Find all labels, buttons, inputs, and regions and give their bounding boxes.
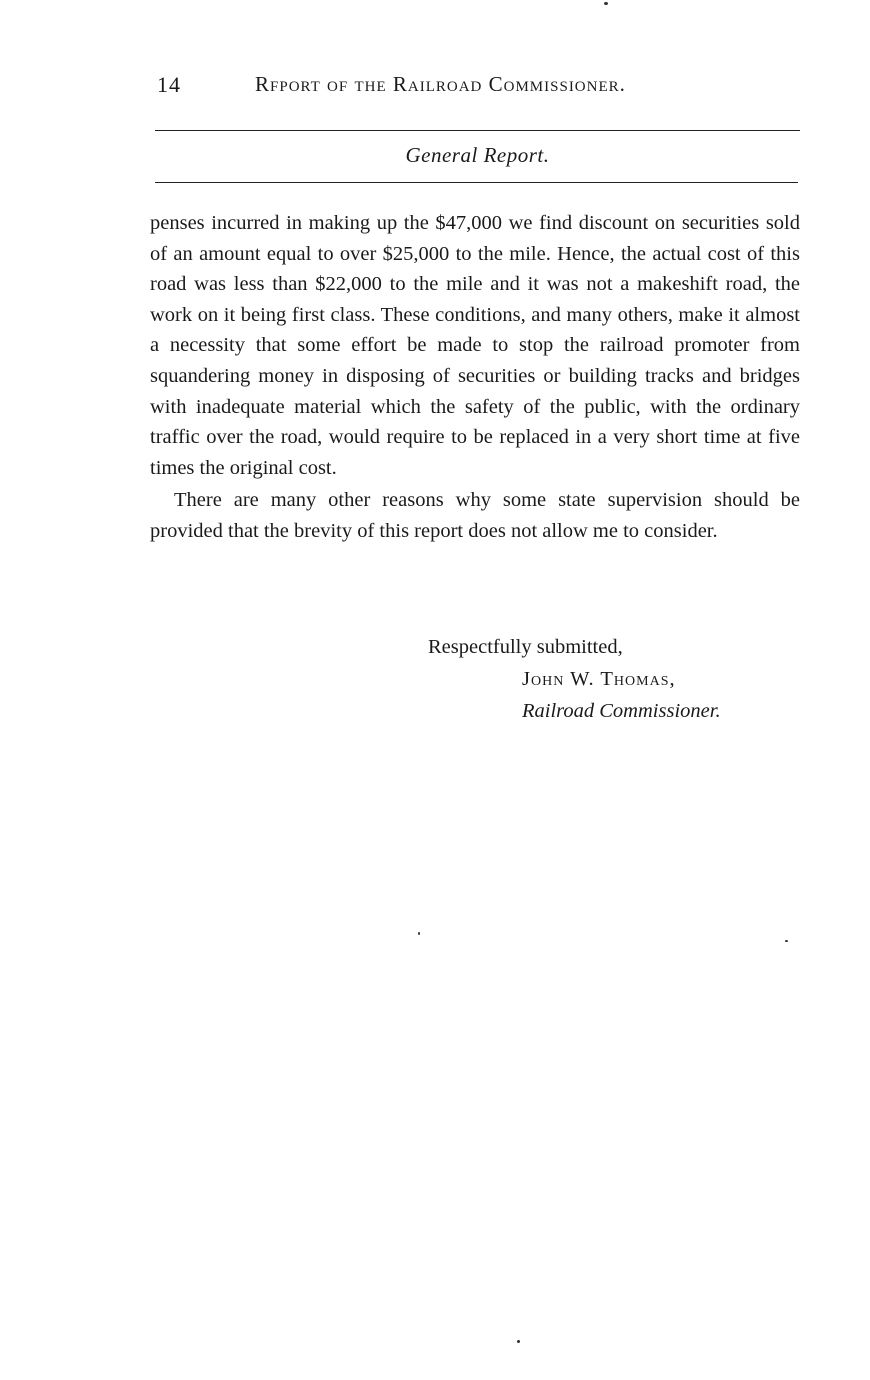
scan-speck — [517, 1340, 520, 1343]
page-header — [157, 72, 797, 106]
scan-speck — [785, 940, 788, 942]
paragraph: There are many other reasons why some state supervision should be provided that the brevity of this report does not allow me to consider. — [150, 489, 800, 542]
header-rule-bottom — [155, 182, 798, 183]
signature-name: John W. Thomas, — [522, 668, 676, 690]
scan-speck — [604, 2, 608, 5]
signature-closing: Respectfully submitted, — [428, 636, 623, 658]
scan-speck — [418, 932, 420, 935]
body-text — [150, 208, 800, 547]
header-rule-top — [155, 130, 800, 131]
section-title: General Report. — [405, 143, 550, 167]
paragraph: penses incurred in making up the $47,000 we find discount on securities sold of an amount equal to over $25,000 to the mile. Hence, the actual cost of this road was less than $22,000 to the mile and it was not a makeshift road, the work on it being first class. These conditions, and many others, make it almost a necessity that some effort be made to stop the railroad promoter from squandering money in disposing of securities or building tracks and bridges with inadequate material which the safety of the public, with the ordinary traffic over the road, would require to be replaced in a very short time at five times the original cost. — [150, 212, 800, 479]
signature-title: Railroad Commissioner. — [522, 700, 721, 722]
page-number: 14 — [157, 72, 181, 97]
running-title: Rfport of the Railroad Commissioner. — [255, 72, 626, 96]
